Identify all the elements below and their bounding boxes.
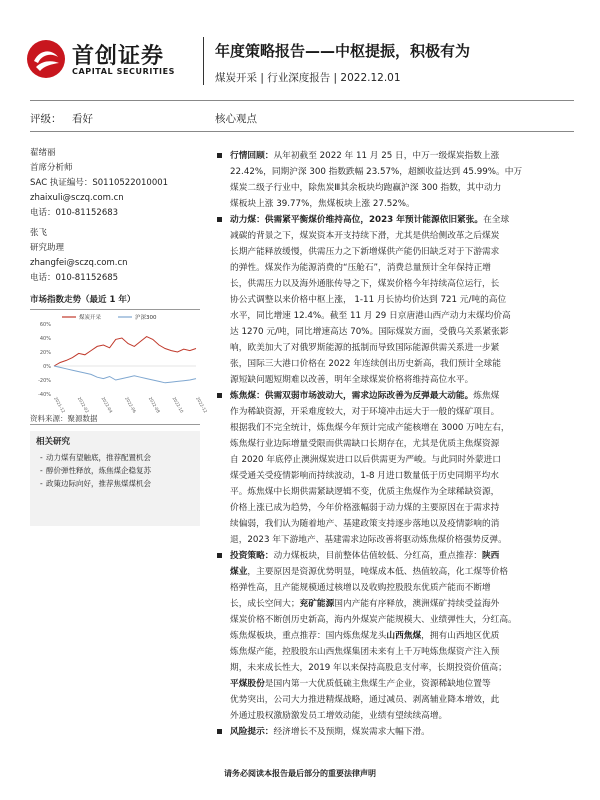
y-tick-label: -20% <box>38 378 51 384</box>
body-line: 炼焦煤产能，控股股东山西焦煤集团未来有上千万吨炼焦煤资产注入预 <box>230 647 500 657</box>
body-line: 的弹性。煤炭作为能源消费的“压舱石”，消费总量预计全年保持正增 <box>230 263 491 273</box>
logo-text-cn: 首创证券 <box>72 44 165 69</box>
y-tick-label: 40% <box>39 336 51 342</box>
analyst-sac-id: SAC 执证编号：S0110522010001 <box>30 178 169 188</box>
related-research-item[interactable]: - 动力煤有望触底，推荐配置机会 <box>40 453 151 462</box>
x-tick-label: 2022-10 <box>171 396 185 414</box>
analyst-phone: 电话：010-81152685 <box>30 273 119 283</box>
body-line: 源短缺问题短期难以改善，明年全球煤炭价格将维持高位水平。 <box>230 375 474 385</box>
core-views-heading: 核心观点 <box>215 113 257 125</box>
related-research-box <box>30 431 200 526</box>
body-line: 动力煤：供需紧平衡煤价维持高位，2023 年预计能源依旧紧张。在全球 <box>230 215 510 225</box>
legend-label: 沪深300 <box>135 315 157 321</box>
body-line: 行情回顾：从年初截至 2022 年 11 月 25 日，中万一级煤炭指数上涨 <box>230 151 500 161</box>
bullet-icon <box>217 393 222 398</box>
body-line: 水平，同比增速 12.4%。截至 11 月 29 日京唐港山西产动力末煤均价高 <box>230 311 511 321</box>
para-coking-coal <box>215 388 575 548</box>
analyst-role: 研究助理 <box>30 243 65 253</box>
body-line: 优势突出，公司大力推进精煤战略，通过减员、剥离辅业降本增效，此 <box>230 695 500 705</box>
related-research-title: 相关研究 <box>36 437 71 447</box>
bullet-icon <box>217 153 222 158</box>
body-line: 续偏弱，我们认为随着地产、基建政策支持逐步落地以及疫情影响的消 <box>230 519 500 529</box>
x-tick-label: 2022-08 <box>147 396 161 414</box>
y-tick-label: 0% <box>43 364 51 370</box>
body-line: 煤板块上涨 39.77%，焦煤板块上涨 27.52%。 <box>230 199 415 209</box>
core-views-body <box>215 148 575 740</box>
chart-title: 市场指数走势（最近 1 年） <box>30 295 136 305</box>
body-line: 根据我们不完全统计，炼焦煤今年预计完成产能核增在 3000 万吨左右， <box>230 423 510 433</box>
body-line: 炼焦煤：供需双弱市场波动大，需求边际改善为反弹最大动能。炼焦煤 <box>230 391 500 401</box>
body-line: 炼焦煤行业边际增量受限而供需缺口长期存在，尤其是优质主焦煤资源 <box>230 439 500 449</box>
body-line: 价格上涨已成为趋势，今年价格涨幅弱于动力煤的主要原因在于需求持 <box>230 503 500 513</box>
body-line: 风险提示：经济增长不及预期，煤炭需求大幅下滑。 <box>230 727 430 737</box>
bullet-icon <box>217 217 222 222</box>
analyst-block-2 <box>30 226 200 286</box>
para-investment-strategy <box>215 548 575 724</box>
series-line-1 <box>54 366 196 383</box>
body-line: 煤炭二级子行业中，除焦炭Ⅲ其余板块均跑赢沪深 300 指数，其中动力 <box>230 183 502 193</box>
body-line: 格弹性高，且产能规模通过核增以及收购控股股东优质产能而不断增 <box>230 583 491 593</box>
body-line: 自 2020 年底停止澳洲煤炭进口以后供需更为严峻。与此同时外蒙进口 <box>230 455 501 465</box>
x-tick-label: 2022-12 <box>195 396 209 414</box>
x-tick-label: 2022-02 <box>76 396 90 414</box>
body-line: 炼焦煤板块，重点推荐：国内炼焦煤龙头山西焦煤，拥有山西地区优质 <box>230 631 500 641</box>
body-line: 张，国际三大港口价格在 2022 年连续创出历史新高，我们预计全球能 <box>230 359 501 369</box>
legend-label: 煤炭开采 <box>79 315 102 321</box>
analyst-name: 翟绪丽 <box>30 148 56 158</box>
body-line: 协公式调整以来价格中枢上涨， 1-11 月长协均价达到 721 元/吨的高位 <box>230 295 507 305</box>
body-line: 煤受通关受疫情影响而持续波动，1-8 月进口数量低于历史同期平均水 <box>230 471 499 481</box>
body-line: 投资策略：动力煤板块，目前整体估值较低、分红高，重点推荐：陕西 <box>230 551 500 561</box>
analyst-name: 张飞 <box>30 228 48 238</box>
para-market-review <box>215 148 575 212</box>
x-tick-label: 2021-12 <box>53 396 67 414</box>
para-risk-warning <box>215 724 575 740</box>
body-line: 平。炼焦煤中长期供需紧缺逻辑不变，优质主焦煤作为全球稀缺资源， <box>230 487 500 497</box>
report-subtitle: 煤炭开采 | 行业深度报告 | 2022.12.01 <box>215 72 401 84</box>
y-tick-label: 60% <box>39 322 51 328</box>
company-logo <box>26 37 196 83</box>
y-tick-label: -40% <box>38 392 51 398</box>
body-line: 22.42%，同期沪深 300 指数跌幅 23.57%，超额收益达到 45.99%。中万 <box>230 167 523 177</box>
related-research-item[interactable]: - 醇价弹性释放，炼焦煤企稳复苏 <box>40 466 151 475</box>
rating-value: 看好 <box>72 113 93 125</box>
section-rule <box>30 131 574 132</box>
capital-securities-logo-icon <box>26 39 66 79</box>
related-research-list <box>40 451 151 490</box>
x-tick-label: 2022-06 <box>124 396 138 414</box>
y-tick-label: 20% <box>39 350 51 356</box>
body-line: 长，成长空间大；兖矿能源国内产能有序释放，澳洲煤矿持续受益海外 <box>230 599 500 609</box>
body-line: 长期产能释放缓慢，供需压力之下新增煤供产能仍旧缺乏对于下游需求 <box>230 247 500 257</box>
body-line: 作为稀缺资源，开采难度较大，对于环境冲击远大于一般的煤矿项目。 <box>230 407 500 417</box>
market-index-chart <box>30 310 209 414</box>
analyst-phone: 电话：010-81152683 <box>30 208 119 218</box>
related-research-item[interactable]: - 政策边际向好，推荐焦煤煤机会 <box>40 479 151 488</box>
body-line: 外通过股权激励激发员工增效动能，业绩有望续续高增。 <box>230 711 448 721</box>
body-line: 长，供需压力以及海外通胀传导之下，煤炭价格今年持续高位运行，长 <box>230 279 500 289</box>
body-line: 煤炭价格不断创历史新高，海内外煤炭产能规模大、业绩弹性大，分红高。 <box>230 615 517 625</box>
chart-source: 资料来源：聚源数据 <box>30 414 98 423</box>
report-title: 年度策略报告——中枢提振，积极有为 <box>215 42 471 60</box>
body-line: 达 1270 元/吨，同比增速高达 70%。国际煤炭方面，受俄乌关系紧张影 <box>230 327 509 337</box>
body-line: 退，2023 年下游地产、基建需求边际改善将驱动炼焦煤价格强势反弹。 <box>230 535 507 545</box>
bullet-icon <box>217 729 222 734</box>
legal-footer: 请务必阅读本报告最后部分的重要法律声明 <box>224 769 376 778</box>
analyst-role: 首席分析师 <box>30 163 73 173</box>
body-line: 响，欧美加大了对俄罗斯能源的抵制而导致国际能源供需关系进一步紧 <box>230 343 500 353</box>
body-line: 期，未来成长性大，2019 年以来保持高股息支付率，长期投资价值高； <box>230 663 507 673</box>
body-line: 煤业，主要原因是资源优势明显，吨煤成本低、热值较高，化工煤等价格 <box>230 567 508 577</box>
body-line: 平煤股份是国内第一大优质低硫主焦煤生产企业，资源稀缺地位置等 <box>230 679 491 689</box>
header-divider <box>203 37 204 85</box>
para-thermal-coal <box>215 212 575 388</box>
analyst-email: zhangfei@sczq.com.cn <box>30 258 128 268</box>
series-line-0 <box>54 337 196 366</box>
top-rule <box>30 100 574 101</box>
analyst-block-1 <box>30 146 200 221</box>
analyst-email: zhaixuli@sczq.com.cn <box>30 193 124 203</box>
rating-label: 评级： <box>30 113 62 125</box>
bullet-icon <box>217 553 222 558</box>
logo-text-en: CAPITAL SECURITIES <box>72 67 176 76</box>
body-line: 减碳的背景之下，煤炭资本开支持续下滑，尤其是供给侧改革之后煤炭 <box>230 231 500 241</box>
x-tick-label: 2022-04 <box>100 396 114 414</box>
chart-bottom-rule <box>30 424 200 425</box>
